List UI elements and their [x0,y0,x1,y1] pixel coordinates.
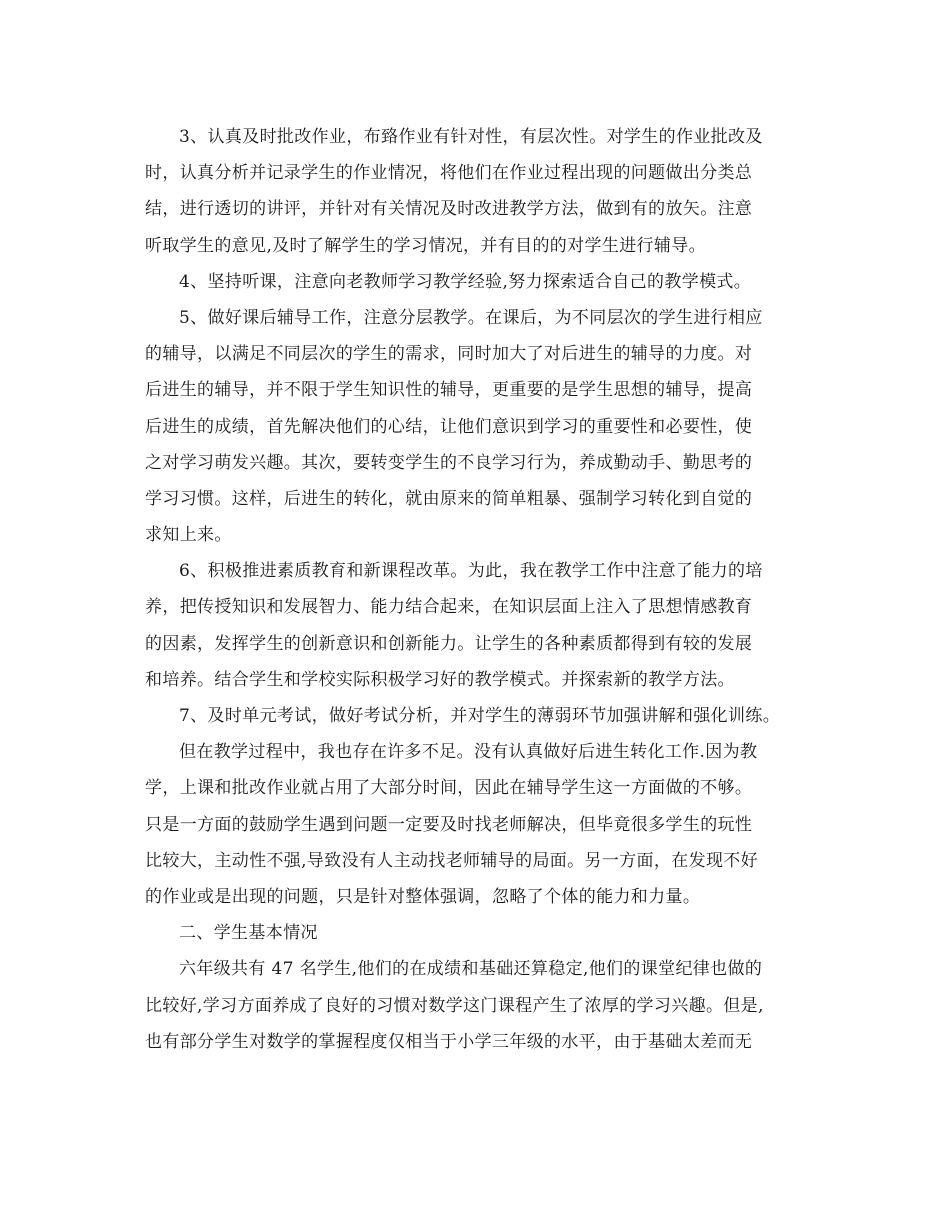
paragraph-line: 4、坚持听课，注意向老教师学习教学经验,努力探索适合自己的教学模式。 [179,271,752,292]
paragraph-line: 学，上课和批改作业就占用了大部分时间，因此在辅导学生这一方面做的不够。 [145,778,753,799]
paragraph-line: 也有部分学生对数学的掌握程度仅相当于小学三年级的水平，由于基础太差而无 [145,1031,753,1052]
paragraph-line: 5、做好课后辅导工作，注意分层教学。在课后，为不同层次的学生进行相应 [179,307,763,328]
paragraph-line: 的辅导，以满足不同层次的学生的需求，同时加大了对后进生的辅导的力度。对 [145,344,753,365]
paragraph-line: 的作业或是出现的问题，只是针对整体强调，忽略了个体的能力和力量。 [145,886,701,907]
document-body [145,119,805,1060]
section-heading: 二、学生基本情况 [179,923,318,944]
paragraph-line: 6、积极推进素质教育和新课程改革。为此，我在教学工作中注意了能力的培 [179,561,763,582]
paragraph-line: 比较好,学习方面养成了良好的习惯对数学这门课程产生了浓厚的学习兴趣。但是, [145,995,764,1016]
paragraph-line: 听取学生的意见,及时了解学生的学习情况，并有目的的对学生进行辅导。 [145,235,706,256]
paragraph-line: 时，认真分析并记录学生的作业情况，将他们在作业过程出现的问题做出分类总 [145,163,753,184]
paragraph-line: 7、及时单元考试，做好考试分析，并对学生的薄弱环节加强讲解和强化训练。 [179,706,781,726]
paragraph-line: 3、认真及时批改作业，布臵作业有针对性，有层次性。对学生的作业批改及 [179,127,763,147]
paragraph-line: 和培养。结合学生和学校实际积极学习好的教学模式。并探索新的教学方法。 [145,669,735,690]
paragraph-line: 后进生的辅导，并不限于学生知识性的辅导，更重要的是学生思想的辅导，提高 [145,380,753,401]
paragraph-line: 求知上来。 [145,525,232,546]
paragraph-line: 后进生的成绩，首先解决他们的心结，让他们意识到学习的重要性和必要性，使 [145,416,753,437]
paragraph-line: 但在教学过程中，我也存在许多不足。没有认真做好后进生转化工作.因为教 [179,742,758,763]
paragraph-line: 比较大，主动性不强,导致没有人主动找老师辅导的局面。另一方面，在发现不好 [145,850,759,871]
paragraph-line: 只是一方面的鼓励学生遇到问题一定要及时找老师解决，但毕竟很多学生的玩性 [145,814,753,835]
paragraph-line: 的因素，发挥学生的创新意识和创新能力。让学生的各种素质都得到有较的发展 [145,633,753,654]
paragraph-line: 养，把传授知识和发展智力、能力结合起来，在知识层面上注入了思想情感教育 [145,597,753,618]
paragraph-line: 学习习惯。这样，后进生的转化，就由原来的简单粗暴、强制学习转化到自觉的 [145,488,753,509]
paragraph-line: 六年级共有 47 名学生,他们的在成绩和基础还算稳定,他们的课堂纪律也做的 [179,959,763,980]
paragraph-line: 之对学习萌发兴趣。其次，要转变学生的不良学习行为，养成勤动手、勤思考的 [145,452,753,473]
paragraph-line: 结，进行透切的讲评，并针对有关情况及时改进教学方法，做到有的放矢。注意 [145,199,753,220]
